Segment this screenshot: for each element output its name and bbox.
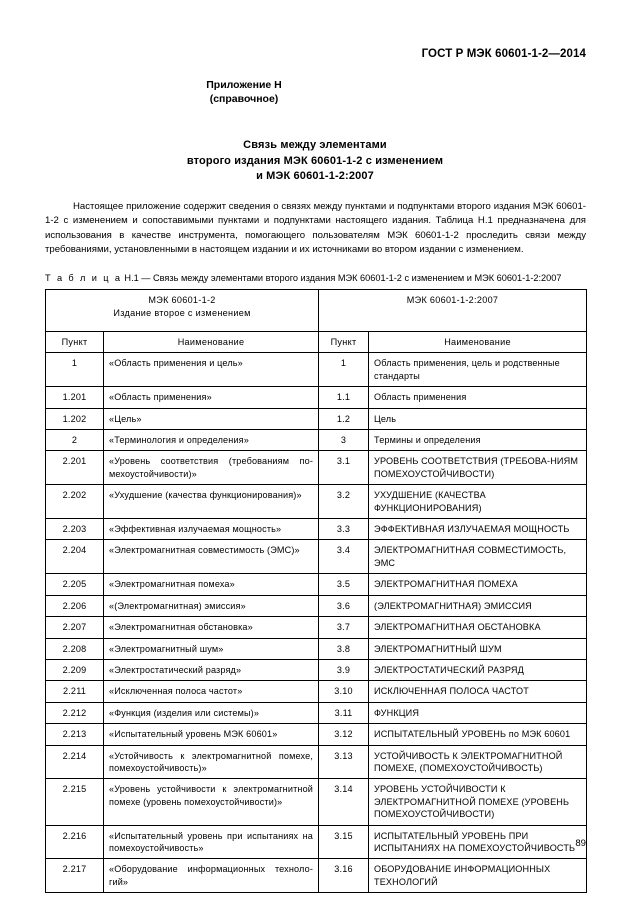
- table-row: [46, 825, 587, 859]
- cell-right-name: Термины и определения: [369, 430, 587, 451]
- cell-left-name: «Функция (изделия или системы)»: [104, 702, 319, 723]
- group-header-right-line-1: МЭК 60601-1-2:2007: [406, 295, 499, 305]
- table-row: [46, 485, 587, 519]
- cell-right-name: Цель: [369, 408, 587, 429]
- cell-right-name: Область применения, цель и родственные стандарты: [369, 353, 587, 387]
- table-row: [46, 574, 587, 595]
- cell-left-name: «Электромагнитный шум»: [104, 638, 319, 659]
- cell-right-num: 3.10: [319, 681, 369, 702]
- group-header-left-line-1: МЭК 60601-1-2: [148, 295, 216, 305]
- cell-left-num: 2.203: [46, 519, 104, 540]
- column-header-right-name: Наименование: [369, 332, 587, 353]
- cell-right-name: УХУДШЕНИЕ (КАЧЕСТВА ФУНКЦИОНИРОВАНИЯ): [369, 485, 587, 519]
- group-header-right: [319, 290, 587, 332]
- table-caption-text: Н.1 — Связь между элементами второго издания МЭК 60601-1-2 с изменением и МЭК 60601-1-2:2007: [121, 273, 562, 283]
- cell-right-num: 1.1: [319, 387, 369, 408]
- page-number: 89: [575, 838, 586, 849]
- cell-left-name: «Электромагнитная совместимость (ЭМС)»: [104, 540, 319, 574]
- cell-right-name: ЭЛЕКТРОСТАТИЧЕСКИЙ РАЗРЯД: [369, 659, 587, 680]
- table-caption-prefix: Т а б л и ц а: [45, 273, 122, 283]
- cell-left-name: «Уровень устойчивости к электромагнитной помехе (уровень помехоустойчивости)»: [104, 779, 319, 825]
- table-row: [46, 387, 587, 408]
- cell-right-name: ОБОРУДОВАНИЕ ИНФОРМАЦИОННЫХ ТЕХНОЛОГИЙ: [369, 859, 587, 893]
- cell-left-num: 2.212: [46, 702, 104, 723]
- cell-left-num: 2.216: [46, 825, 104, 859]
- table-row: [46, 595, 587, 616]
- cell-left-name: «Оборудование информационных техноло-гий»: [104, 859, 319, 893]
- table-row: [46, 353, 587, 387]
- page-title-line-2: второго издания МЭК 60601-1-2 с изменением: [186, 154, 444, 167]
- page-title-line-1: Связь между элементами: [243, 139, 387, 151]
- cell-right-num: 3.11: [319, 702, 369, 723]
- cell-left-name: «Эффективная излучаемая мощность»: [104, 519, 319, 540]
- table-caption: [45, 272, 590, 284]
- table-row: [46, 617, 587, 638]
- relations-table-wrap: [45, 289, 586, 893]
- cell-left-name: «Электромагнитная обстановка»: [104, 617, 319, 638]
- cell-left-num: 2.205: [46, 574, 104, 595]
- running-head: ГОСТ Р МЭК 60601-1-2—2014: [421, 48, 586, 60]
- appendix-caption: [0, 78, 630, 106]
- relations-table: [45, 289, 587, 893]
- cell-right-num: 3.3: [319, 519, 369, 540]
- cell-right-num: 3.16: [319, 859, 369, 893]
- cell-left-name: «Область применения»: [104, 387, 319, 408]
- cell-left-name: «Испытательный уровень при испытаниях на помехоустойчивость»: [104, 825, 319, 859]
- cell-left-num: 2.207: [46, 617, 104, 638]
- cell-right-num: 3: [319, 430, 369, 451]
- column-header-left-num: Пункт: [46, 332, 104, 353]
- table-row: [46, 430, 587, 451]
- cell-right-num: 3.12: [319, 724, 369, 745]
- cell-right-num: 3.15: [319, 825, 369, 859]
- table-row: [46, 681, 587, 702]
- table-row: [46, 724, 587, 745]
- cell-left-name: «Электростатический разряд»: [104, 659, 319, 680]
- cell-left-name: «Устойчивость к электромагнитной помехе, помехоустойчивость)»: [104, 745, 319, 779]
- cell-left-num: 2: [46, 430, 104, 451]
- cell-left-num: 1.202: [46, 408, 104, 429]
- cell-right-num: 3.8: [319, 638, 369, 659]
- cell-right-num: 3.13: [319, 745, 369, 779]
- cell-right-name: ИСПЫТАТЕЛЬНЫЙ УРОВЕНЬ по МЭК 60601: [369, 724, 587, 745]
- group-header-left-line-2: Издание второе с изменением: [113, 308, 251, 318]
- cell-right-name: Область применения: [369, 387, 587, 408]
- cell-left-num: 2.209: [46, 659, 104, 680]
- cell-right-num: 1: [319, 353, 369, 387]
- cell-left-num: 2.214: [46, 745, 104, 779]
- cell-right-name: ФУНКЦИЯ: [369, 702, 587, 723]
- cell-left-num: 2.202: [46, 485, 104, 519]
- table-row: [46, 519, 587, 540]
- cell-left-num: 2.211: [46, 681, 104, 702]
- column-header-right-num: Пункт: [319, 332, 369, 353]
- cell-left-name: «Цель»: [104, 408, 319, 429]
- cell-right-name: ЭЛЕКТРОМАГНИТНЫЙ ШУМ: [369, 638, 587, 659]
- table-row: [46, 540, 587, 574]
- cell-right-num: 3.9: [319, 659, 369, 680]
- group-header-left: [46, 290, 319, 332]
- cell-right-name: ЭЛЕКТРОМАГНИТНАЯ ПОМЕХА: [369, 574, 587, 595]
- cell-right-num: 3.5: [319, 574, 369, 595]
- cell-left-num: 2.208: [46, 638, 104, 659]
- cell-right-num: 3.2: [319, 485, 369, 519]
- cell-left-num: 2.213: [46, 724, 104, 745]
- cell-right-name: ЭФФЕКТИВНАЯ ИЗЛУЧАЕМАЯ МОЩНОСТЬ: [369, 519, 587, 540]
- table-row: [46, 859, 587, 893]
- table-column-header-row: [46, 332, 587, 353]
- cell-left-num: 2.217: [46, 859, 104, 893]
- cell-right-num: 3.6: [319, 595, 369, 616]
- table-head: [46, 290, 587, 353]
- cell-right-name: ЭЛЕКТРОМАГНИТНАЯ ОБСТАНОВКА: [369, 617, 587, 638]
- cell-left-num: 2.201: [46, 451, 104, 485]
- cell-right-name: УРОВЕНЬ СООТВЕТСТВИЯ (ТРЕБОВА-НИЯМ ПОМЕХОУСТОЙЧИВОСТИ): [369, 451, 587, 485]
- cell-left-name: «Исключенная полоса частот»: [104, 681, 319, 702]
- cell-left-name: «Уровень соответствия (требованиям по-мехоустойчивости)»: [104, 451, 319, 485]
- cell-right-num: 3.7: [319, 617, 369, 638]
- table-row: [46, 408, 587, 429]
- cell-right-num: 3.4: [319, 540, 369, 574]
- cell-left-name: «Терминология и определения»: [104, 430, 319, 451]
- cell-right-num: 3.14: [319, 779, 369, 825]
- table-row: [46, 638, 587, 659]
- table-row: [46, 702, 587, 723]
- cell-left-num: 2.206: [46, 595, 104, 616]
- cell-left-name: «Область применения и цель»: [104, 353, 319, 387]
- table-group-header-row: [46, 290, 587, 332]
- appendix-kind: (справочное): [209, 93, 279, 105]
- cell-right-name: ЭЛЕКТРОМАГНИТНАЯ СОВМЕСТИМОСТЬ, ЭМС: [369, 540, 587, 574]
- column-header-left-name: Наименование: [104, 332, 319, 353]
- cell-right-num: 3.1: [319, 451, 369, 485]
- cell-left-name: «Электромагнитная помеха»: [104, 574, 319, 595]
- cell-left-num: 2.204: [46, 540, 104, 574]
- page-title-line-3: и МЭК 60601-1-2:2007: [256, 170, 374, 182]
- table-row: [46, 659, 587, 680]
- cell-right-num: 1.2: [319, 408, 369, 429]
- cell-right-name: ИСКЛЮЧЕННАЯ ПОЛОСА ЧАСТОТ: [369, 681, 587, 702]
- cell-left-num: 1.201: [46, 387, 104, 408]
- intro-paragraph: Настоящее приложение содержит сведения о связях между пунктами и подпунктами второго издания МЭК 60601-1-2 с изменением и сопоставимыми пунктами и подпунктами настоящего издания. Таблица Н.1 предназначена для использования в качестве инструмента, помогающего пользователям МЭК 60601-1-2 проследить связи между требованиями, установленными в настоящем издании и их источниками во втором издании с изменением.: [45, 200, 586, 256]
- cell-right-name: (ЭЛЕКТРОМАГНИТНАЯ) ЭМИССИЯ: [369, 595, 587, 616]
- table-body: [46, 353, 587, 893]
- table-row: [46, 451, 587, 485]
- cell-left-name: «(Электромагнитная) эмиссия»: [104, 595, 319, 616]
- page-title: [0, 138, 630, 185]
- cell-left-name: «Испытательный уровень МЭК 60601»: [104, 724, 319, 745]
- cell-right-name: ИСПЫТАТЕЛЬНЫЙ УРОВЕНЬ ПРИ ИСПЫТАНИЯХ НА ПОМЕХОУСТОЙЧИВОСТЬ: [369, 825, 587, 859]
- table-row: [46, 745, 587, 779]
- cell-right-name: УРОВЕНЬ УСТОЙЧИВОСТИ К ЭЛЕКТРОМАГНИТНОЙ ПОМЕХЕ (УРОВЕНЬ ПОМЕХОУСТОЙЧИВОСТИ): [369, 779, 587, 825]
- cell-left-num: 2.215: [46, 779, 104, 825]
- cell-right-name: УСТОЙЧИВОСТЬ К ЭЛЕКТРОМАГНИТНОЙ ПОМЕХЕ, (ПОМЕХОУСТОЙЧИВОСТЬ): [369, 745, 587, 779]
- cell-left-num: 1: [46, 353, 104, 387]
- cell-left-name: «Ухудшение (качества функционирования)»: [104, 485, 319, 519]
- appendix-label: Приложение Н: [206, 79, 282, 91]
- table-row: [46, 779, 587, 825]
